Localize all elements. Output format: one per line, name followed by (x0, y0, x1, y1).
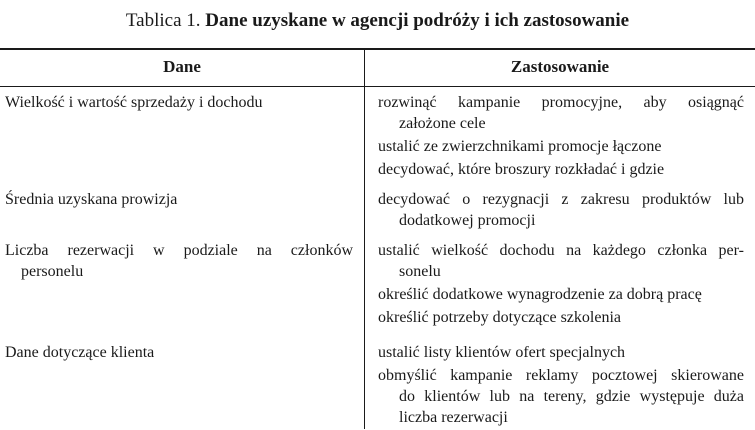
item-line: ustalić listy klientów ofert specjalnych (378, 344, 626, 361)
cell-zastosowanie (378, 92, 744, 182)
cell-dane (5, 240, 353, 282)
cell-text: personelu (21, 263, 84, 280)
cell-zastosowanie (378, 240, 744, 330)
list-item (378, 307, 744, 328)
item-line: obmyślić kampanie reklamy pocztowej skierowane (378, 367, 744, 384)
caption-label: Tablica 1. (125, 10, 201, 31)
list-item (378, 240, 744, 282)
list-item (378, 365, 744, 428)
item-line: decydować, które broszury rozkładać i gdzie (378, 161, 665, 178)
cell-dane (5, 189, 353, 210)
item-line: określić potrzeby dotyczące szkolenia (378, 309, 621, 326)
cell-text: Liczba rezerwacji w podziale na członków (5, 242, 353, 259)
list-item (378, 189, 744, 231)
header-dane: Dane (163, 57, 201, 76)
list-item (378, 342, 744, 363)
table-caption (0, 9, 755, 33)
list-item (378, 136, 744, 157)
item-line: ustalić ze zwierzchnikami promocje łączone (378, 138, 662, 155)
header-rule (0, 86, 755, 87)
header-zastosowanie: Zastosowanie (510, 57, 610, 76)
cell-zastosowanie (378, 189, 744, 233)
item-line: określić dodatkowe wynagrodzenie za dobrą pracę (378, 286, 702, 303)
item-line: decydować o rezygnacji z zakresu produktów lub (378, 191, 744, 208)
item-line: sonelu (399, 263, 441, 280)
item-line: ustalić wielkość dochodu na każdego członka per- (378, 242, 744, 259)
item-line: założone cele (399, 115, 486, 132)
item-line: rozwinąć kampanie promocyjne, aby osiągnąć (378, 94, 744, 111)
cell-text: Dane dotyczące klienta (5, 344, 155, 361)
list-item (378, 92, 744, 134)
list-item (378, 284, 744, 305)
list-item (378, 159, 744, 180)
cell-zastosowanie (378, 342, 744, 430)
column-divider (364, 50, 365, 429)
cell-dane (5, 342, 353, 363)
item-line: dodatkowej promocji (399, 212, 536, 229)
cell-text: Średnia uzyskana prowizja (5, 191, 178, 208)
table-top-rule (0, 48, 755, 50)
item-line: liczba rezerwacji (399, 409, 508, 426)
cell-text: Wielkość i wartość sprzedaży i dochodu (5, 94, 263, 111)
item-line: do klientów lub na tereny, gdzie występuje duża (399, 388, 744, 405)
data-table (0, 48, 755, 429)
cell-dane (5, 92, 353, 113)
caption-title: Dane uzyskane w agencji podróży i ich zastosowanie (205, 10, 630, 31)
